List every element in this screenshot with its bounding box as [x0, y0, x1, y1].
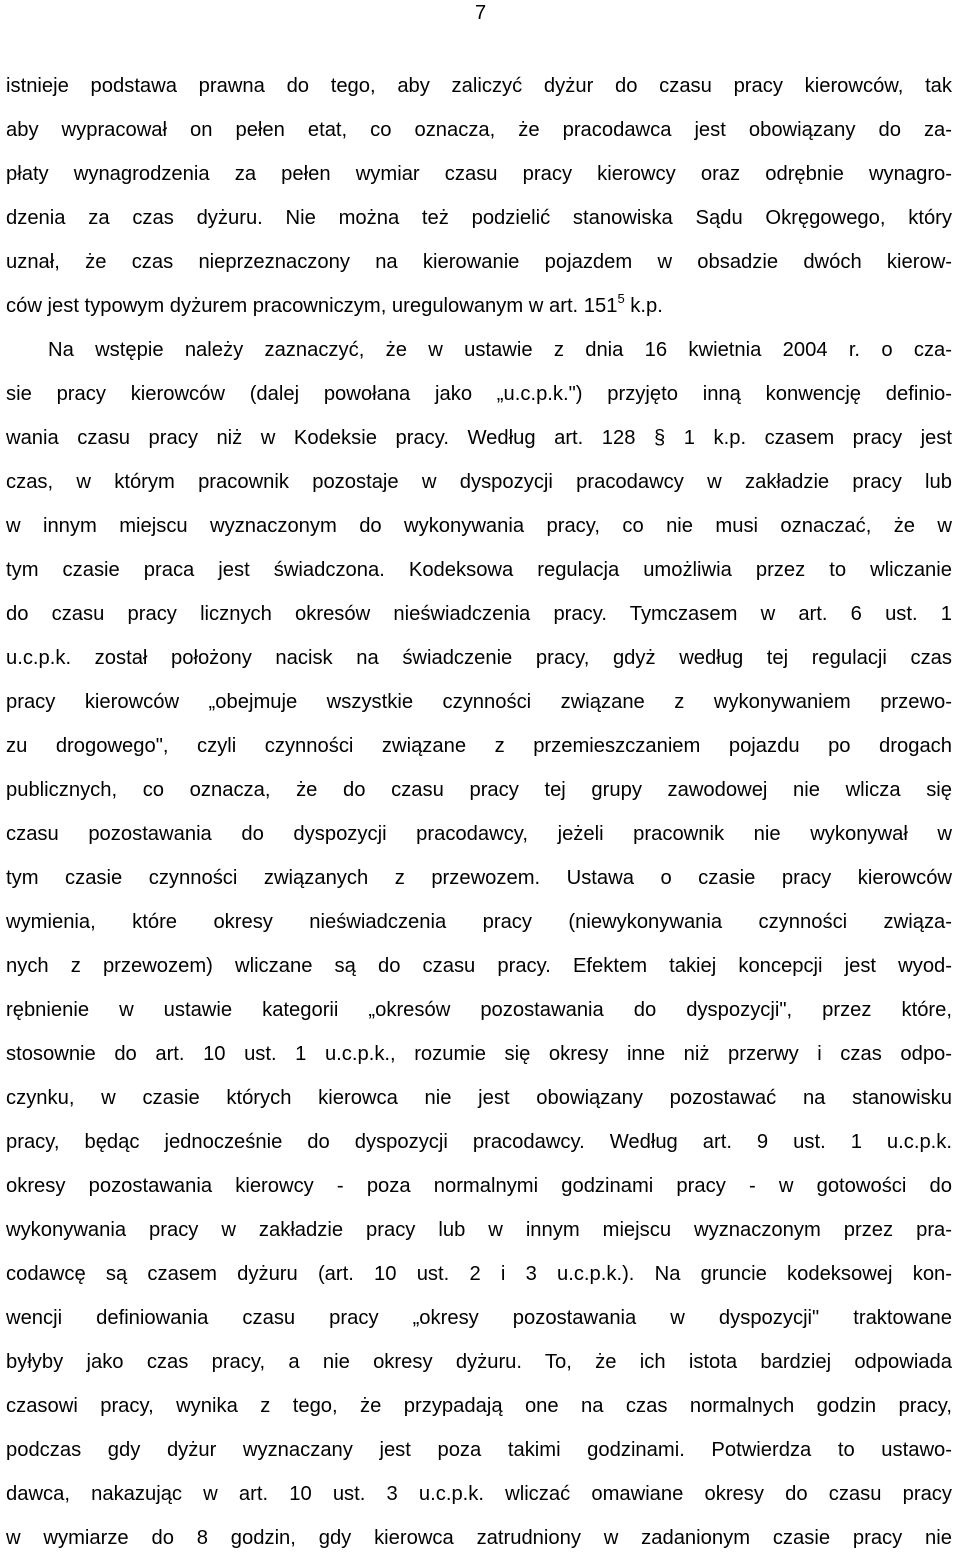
text-line-14: u.c.p.k. został położony nacisk na świadczenie pracy, gdyż według tej regulacji czas: [6, 647, 952, 669]
text-line-1: istnieje podstawa prawna do tego, aby zaliczyć dyżur do czasu pracy kierowców, tak: [6, 75, 952, 97]
text-line-24: czynku, w czasie których kierowca nie jest obowiązany pozostawać na stanowisku: [6, 1087, 952, 1109]
text-line-9: wania czasu pracy niż w Kodeksie pracy. Według art. 128 § 1 k.p. czasem pracy jest: [6, 427, 952, 449]
text-line-20: wymienia, które okresy nieświadczenia pracy (niewykonywania czynności związa-: [6, 911, 952, 933]
text-line-27: wykonywania pracy w zakładzie pracy lub w innym miejscu wyznaczonym przez pra-: [6, 1219, 952, 1241]
text-line-6-tail: k.p.: [624, 295, 663, 317]
text-line-8: sie pracy kierowców (dalej powołana jako „u.c.p.k.") przyjęto inną konwencję definio-: [6, 383, 952, 405]
text-line-13: do czasu pracy licznych okresów nieświadczenia pracy. Tymczasem w art. 6 ust. 1: [6, 603, 952, 625]
text-line-26: okresy pozostawania kierowcy - poza normalnymi godzinami pracy - w gotowości do: [6, 1175, 952, 1197]
text-line-4: dzenia za czas dyżuru. Nie można też podzielić stanowiska Sądu Okręgowego, który: [6, 207, 952, 229]
text-line-23: stosownie do art. 10 ust. 1 u.c.p.k., rozumie się okresy inne niż przerwy i czas odpo-: [6, 1043, 952, 1065]
text-line-32: podczas gdy dyżur wyznaczany jest poza takimi godzinami. Potwierdza to ustawo-: [6, 1439, 952, 1461]
text-line-21: nych z przewozem) wliczane są do czasu pracy. Efektem takiej koncepcji jest wyod-: [6, 955, 952, 977]
text-line-18: czasu pozostawania do dyspozycji pracodawcy, jeżeli pracownik nie wykonywał w: [6, 823, 952, 845]
text-line-17: publicznych, co oznacza, że do czasu pracy tej grupy zawodowej nie wlicza się: [6, 779, 952, 801]
text-line-10: czas, w którym pracownik pozostaje w dyspozycji pracodawcy w zakładzie pracy lub: [6, 471, 952, 493]
text-line-11: w innym miejscu wyznaczonym do wykonywania pracy, co nie musi oznaczać, że w: [6, 515, 952, 537]
text-line-5: uznał, że czas nieprzeznaczony na kierowanie pojazdem w obsadzie dwóch kierow-: [6, 251, 952, 273]
text-line-15: pracy kierowców „obejmuje wszystkie czynności związane z wykonywaniem przewo-: [6, 691, 952, 713]
text-line-29: wencji definiowania czasu pracy „okresy pozostawania w dyspozycji" traktowane: [6, 1307, 952, 1329]
text-line-16: zu drogowego", czyli czynności związane z przemieszczaniem pojazdu po drogach: [6, 735, 952, 757]
text-line-22: rębnienie w ustawie kategorii „okresów pozostawania do dyspozycji", przez które,: [6, 999, 952, 1021]
text-line-3: płaty wynagrodzenia za pełen wymiar czasu pracy kierowcy oraz odrębnie wynagro-: [6, 163, 952, 185]
text-line-33: dawca, nakazując w art. 10 ust. 3 u.c.p.k. wliczać omawiane okresy do czasu pracy: [6, 1483, 952, 1505]
text-line-19: tym czasie czynności związanych z przewozem. Ustawa o czasie pracy kierowców: [6, 867, 952, 889]
text-line-6-main: ców jest typowym dyżurem pracowniczym, uregulowanym w art. 151: [6, 295, 618, 317]
text-line-25: pracy, będąc jednocześnie do dyspozycji pracodawcy. Według art. 9 ust. 1 u.c.p.k.: [6, 1131, 952, 1153]
text-line-12: tym czasie praca jest świadczona. Kodeksowa regulacja umożliwia przez to wliczanie: [6, 559, 952, 581]
footnote-superscript: 5: [617, 291, 625, 306]
text-line-31: czasowi pracy, wynika z tego, że przypadają one na czas normalnych godzin pracy,: [6, 1395, 952, 1417]
text-line-28: codawcę są czasem dyżuru (art. 10 ust. 2 i 3 u.c.p.k.). Na gruncie kodeksowej kon-: [6, 1263, 952, 1285]
text-line-2: aby wypracował on pełen etat, co oznacza, że pracodawca jest obowiązany do za-: [6, 119, 952, 141]
text-line-30: byłyby jako czas pracy, a nie okresy dyżuru. To, że ich istota bardziej odpowiada: [6, 1351, 952, 1373]
text-line-6: [6, 284, 952, 328]
text-line-34: w wymiarze do 8 godzin, gdy kierowca zatrudniony w zadanionym czasie pracy nie: [6, 1527, 952, 1549]
text-line-7: Na wstępie należy zaznaczyć, że w ustawie z dnia 16 kwietnia 2004 r. o cza-: [48, 339, 952, 361]
page-number: 7: [475, 2, 487, 24]
